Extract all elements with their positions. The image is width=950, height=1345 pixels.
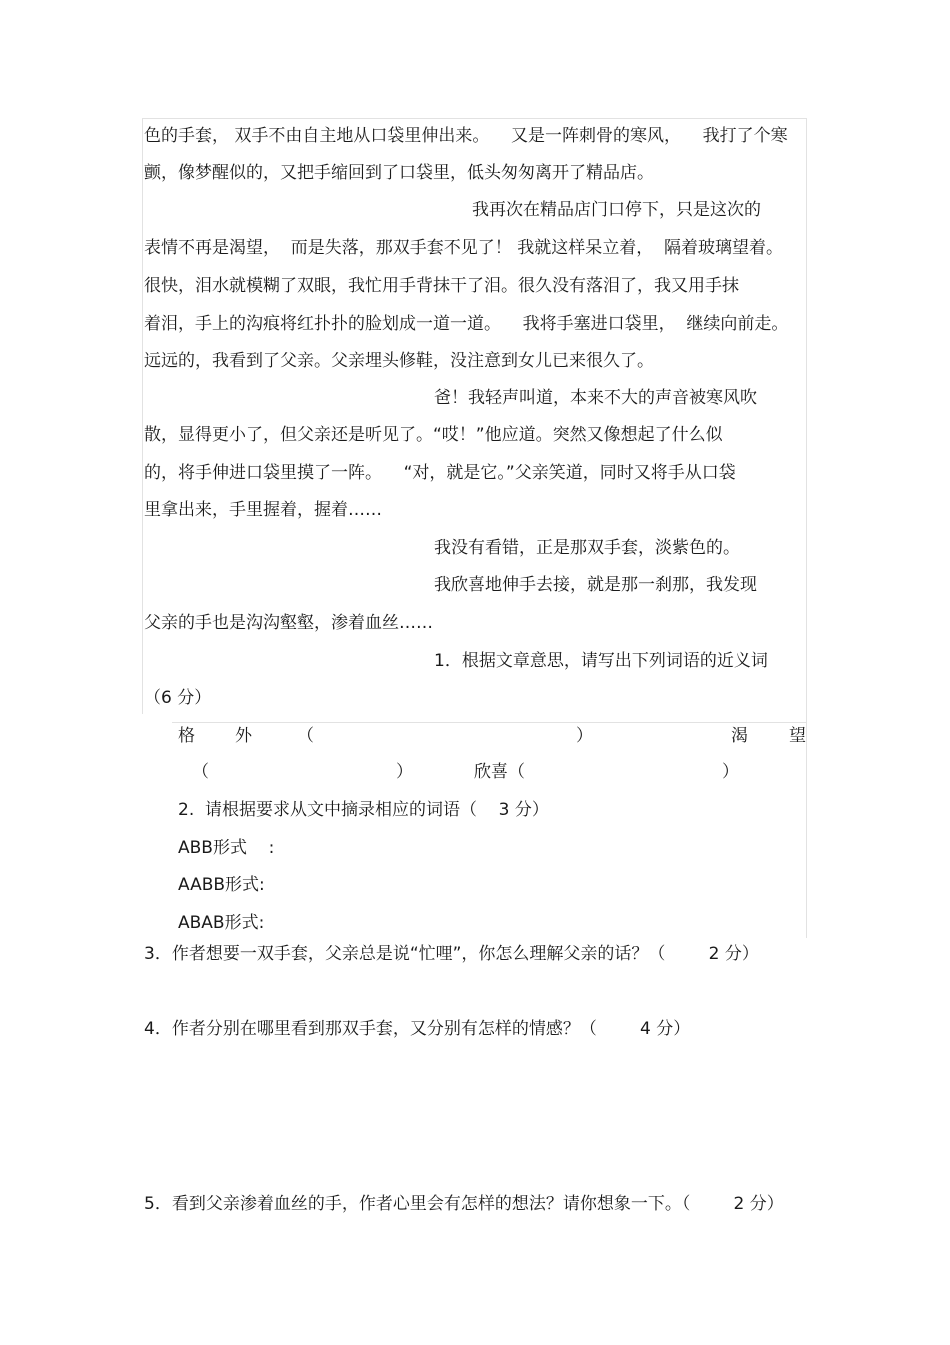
passage-line: 我没有看错，正是那双手套，淡紫色的。 — [434, 538, 740, 558]
q1-word-char: 渴 — [731, 726, 748, 746]
passage-line: 爸！我轻声叫道，本来不大的声音被寒风吹 — [434, 388, 757, 408]
passage-line: 我欣喜地伸手去接，就是那一刹那，我发现 — [434, 575, 757, 595]
question-1-points: （6 分） — [144, 688, 212, 708]
q2-abb-field[interactable]: ABB形式 : — [178, 838, 275, 858]
frame-line-mid — [172, 722, 806, 723]
passage-line: 里拿出来，手里握着，握着…… — [144, 500, 382, 520]
passage-line: 表情不再是渴望， 而是失落，那双手套不见了！ 我就这样呆立着， 隔着玻璃望着。 — [144, 238, 784, 258]
passage-line: 色的手套， 双手不由自主地从口袋里伸出来。 又是一阵刺骨的寒风， 我打了个寒 — [144, 126, 788, 146]
q1-answer-open[interactable]: （ — [297, 726, 314, 746]
question-5: 5．看到父亲渗着血丝的手，作者心里会有怎样的想法？请你想象一下。（ 2 分） — [144, 1194, 784, 1214]
question-3: 3．作者想要一双手套，父亲总是说“忙哩”，你怎么理解父亲的话？（ 2 分） — [144, 944, 759, 964]
q2-aabb-field[interactable]: AABB形式: — [178, 875, 265, 895]
frame-line-right — [806, 118, 807, 938]
question-1-prompt: 1．根据文章意思，请写出下列词语的近义词 — [434, 651, 768, 671]
passage-line: 颤，像梦醒似的，又把手缩回到了口袋里，低头匆匆离开了精品店。 — [144, 163, 654, 183]
q1-word-char: 望 — [789, 726, 806, 746]
q1-word-char: 外 — [235, 726, 252, 746]
passage-line: 父亲的手也是沟沟壑壑，渗着血丝…… — [144, 613, 433, 633]
q1-answer-close[interactable]: ） — [396, 762, 413, 782]
q1-answer-open[interactable]: （ — [192, 762, 209, 782]
question-2-prompt: 2. 请根据要求从文中摘录相应的词语（ 3 分） — [178, 800, 549, 820]
passage-line: 我再次在精品店门口停下，只是这次的 — [472, 200, 761, 220]
passage-line: 散，显得更小了，但父亲还是听见了。“哎！”他应道。突然又像想起了什么似 — [144, 425, 723, 445]
frame-line-left — [142, 118, 143, 714]
q1-word-char: 格 — [178, 726, 195, 746]
passage-line: 着泪，手上的沟痕将红扑扑的脸划成一道一道。 我将手塞进口袋里， 继续向前走。 — [144, 314, 789, 334]
question-4: 4．作者分别在哪里看到那双手套，又分别有怎样的情感？（ 4 分） — [144, 1019, 691, 1039]
q2-abab-field[interactable]: ABAB形式: — [178, 913, 265, 933]
q1-answer-close[interactable]: ） — [722, 762, 739, 782]
passage-line: 很快，泪水就模糊了双眼，我忙用手背抹干了泪。很久没有落泪了，我又用手抹 — [144, 276, 739, 296]
frame-line-top — [142, 118, 806, 119]
q1-answer-close[interactable]: ） — [576, 726, 593, 746]
passage-line: 的，将手伸进口袋里摸了一阵。 “对，就是它。”父亲笑道，同时又将手从口袋 — [144, 463, 736, 483]
q1-word-xinxi[interactable]: 欣喜（ — [474, 762, 525, 782]
passage-line: 远远的，我看到了父亲。父亲埋头修鞋，没注意到女儿已来很久了。 — [144, 351, 654, 371]
